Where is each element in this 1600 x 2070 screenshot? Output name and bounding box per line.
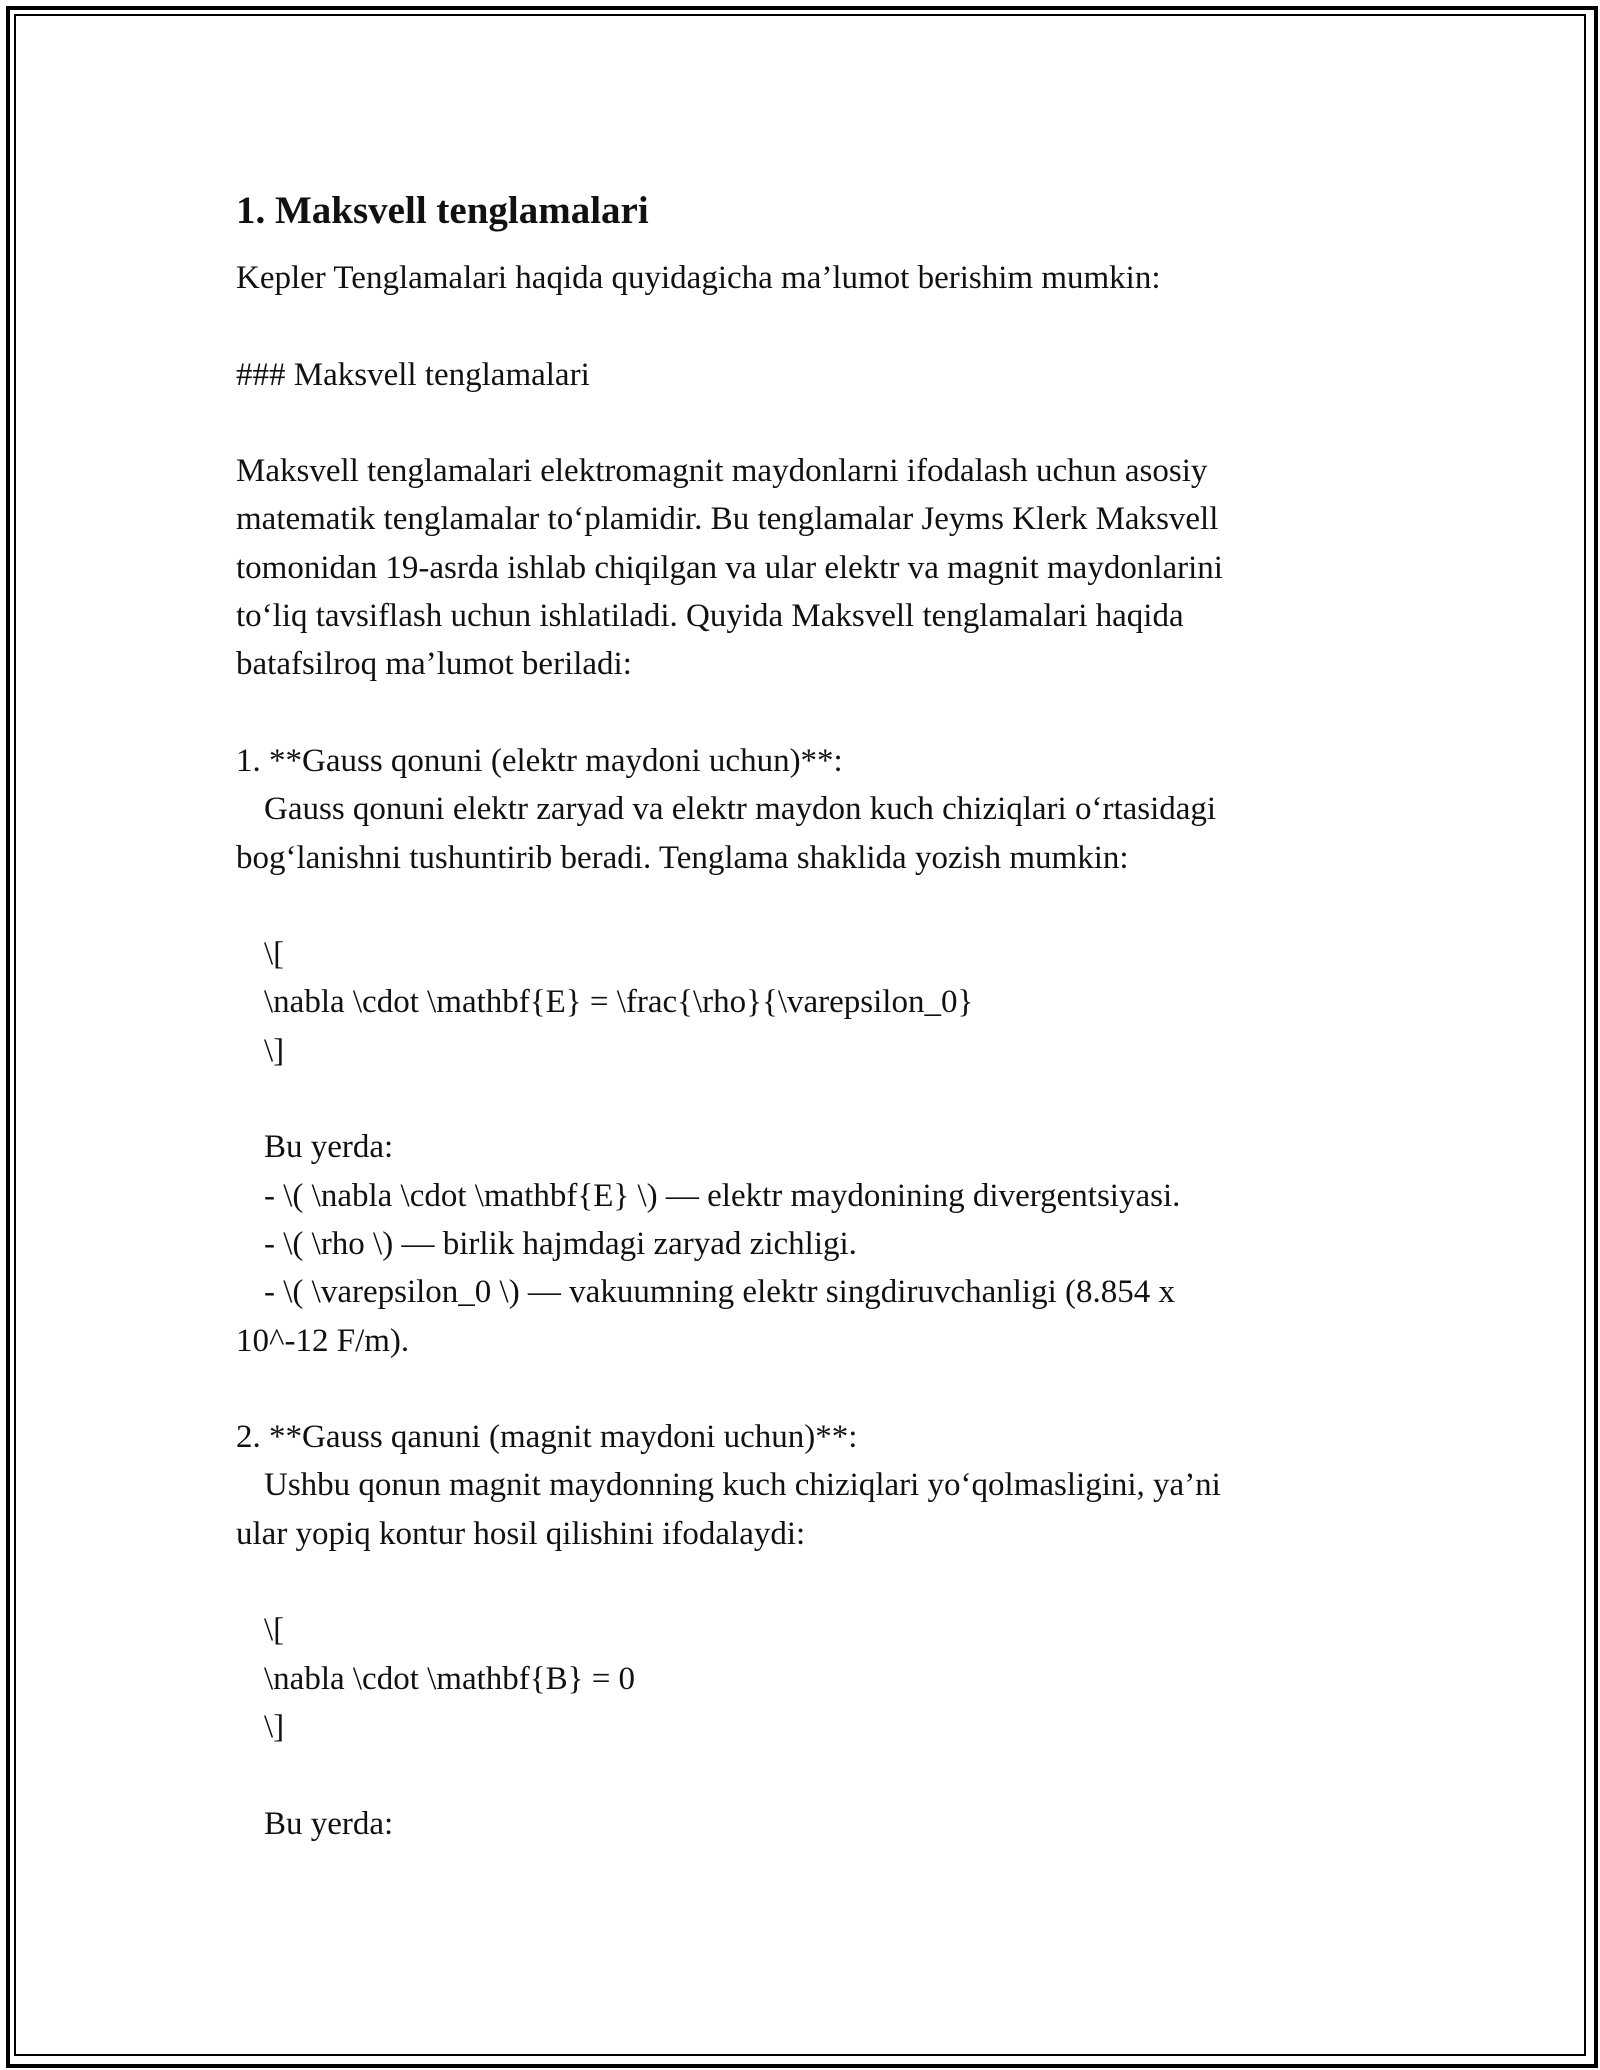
section1-equation-close: \] (264, 1032, 285, 1069)
document-page (236, 186, 1366, 1848)
section1-title: 1. **Gauss qonuni (elektr maydoni uchun)**: (236, 742, 843, 779)
paragraph-line: batafsilroq ma’lumot beriladi: (236, 646, 632, 683)
section1-list-item: - \( \varepsilon_0 \) — vakuumning elektr singdiruvchanligi (8.854 x (264, 1274, 1175, 1311)
section2-equation: \nabla \cdot \mathbf{B} = 0 (264, 1660, 636, 1697)
blank-line (236, 302, 1366, 350)
section2-title: 2. **Gauss qanuni (magnit maydoni uchun)**: (236, 1419, 858, 1456)
blank-line (236, 1365, 1366, 1413)
section2-description: Ushbu qonun magnit maydonning kuch chiziqlari yo‘qolmasligini, ya’ni (264, 1467, 1221, 1504)
section1-list-item: - \( \rho \) — birlik hajmdagi zaryad zichligi. (264, 1225, 857, 1262)
paragraph-line: to‘liq tavsiflash uchun ishlatiladi. Quyida Maksvell tenglamalari haqida (236, 598, 1184, 635)
paragraph-line: Maksvell tenglamalari elektromagnit maydonlarni ifodalash uchun asosiy (236, 453, 1208, 490)
section1-equation-open: \[ (264, 936, 285, 973)
section2-equation-open: \[ (264, 1612, 285, 1649)
paragraph-line: matematik tenglamalar to‘plamidir. Bu tenglamalar Jeyms Klerk Maksvell (236, 501, 1219, 538)
section1-equation: \nabla \cdot \mathbf{E} = \frac{\rho}{\varepsilon_0} (264, 984, 974, 1021)
blank-line (236, 1751, 1366, 1799)
section2-description: ular yopiq kontur hosil qilishini ifodalaydi: (236, 1515, 806, 1552)
blank-line (236, 399, 1366, 447)
blank-line (236, 882, 1366, 930)
section1-list-item: - \( \nabla \cdot \mathbf{E} \) — elektr maydonining divergentsiyasi. (264, 1177, 1181, 1214)
paragraph-line: tomonidan 19-asrda ishlab chiqilgan va ular elektr va magnit maydonlarini (236, 549, 1223, 586)
section2-equation-close: \] (264, 1708, 285, 1745)
section1-list-item-continued: 10^-12 F/m). (236, 1322, 410, 1359)
document-heading: 1. Maksvell tenglamalari (236, 189, 649, 232)
subheading-text: ### Maksvell tenglamalari (236, 356, 590, 393)
blank-line (236, 1075, 1366, 1123)
blank-line (236, 1558, 1366, 1606)
section1-where-label: Bu yerda: (264, 1129, 394, 1166)
section1-description: bog‘lanishni tushuntirib beradi. Tenglama shaklida yozish mumkin: (236, 839, 1129, 876)
section2-where-label: Bu yerda: (264, 1805, 394, 1842)
section1-description: Gauss qonuni elektr zaryad va elektr maydon kuch chiziqlari o‘rtasidagi (264, 791, 1217, 828)
blank-line (236, 689, 1366, 737)
intro-text: Kepler Tenglamalari haqida quyidagicha ma’lumot berishim mumkin: (236, 260, 1161, 296)
